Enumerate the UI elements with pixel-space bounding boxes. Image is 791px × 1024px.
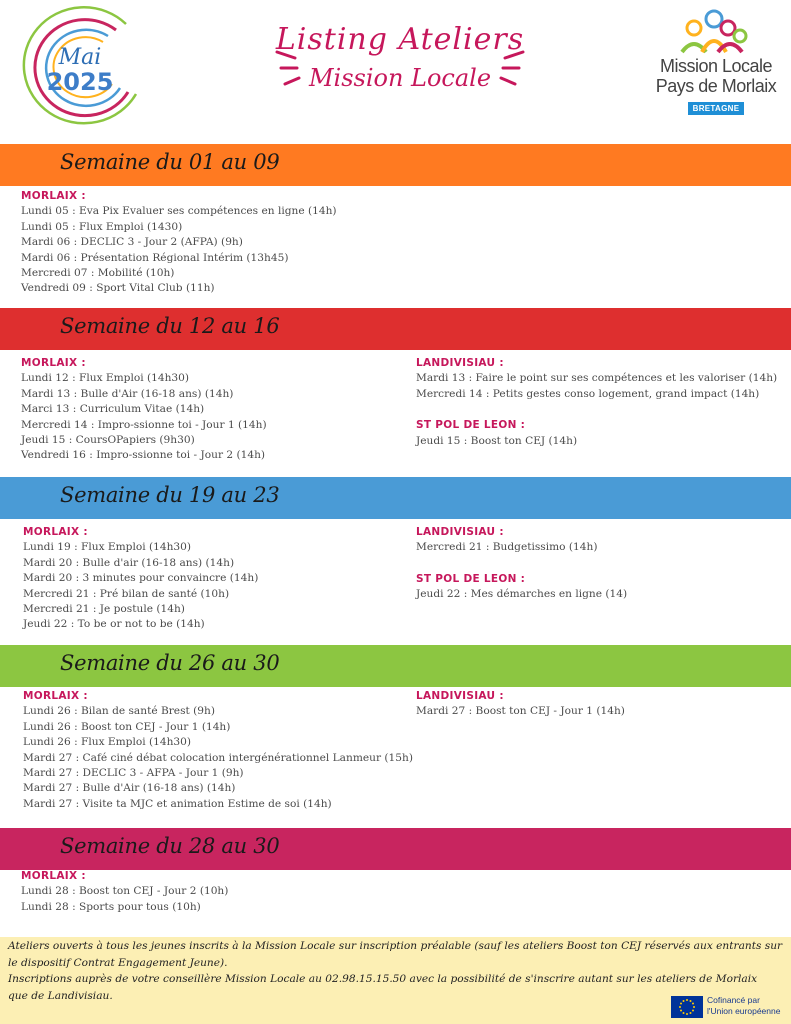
city-heading: ST POL DE LEON :: [416, 572, 526, 585]
workshop-item: Lundi 19 : Flux Emploi (14h30): [23, 541, 192, 554]
workshop-item: Marci 13 : Curriculum Vitae (14h): [21, 403, 205, 416]
workshop-item: Mardi 13 : Faire le point sur ses compétences et les valoriser (14h): [416, 372, 778, 385]
week-4-left-column: [23, 689, 413, 812]
workshop-item: Mardi 06 : DECLIC 3 - Jour 2 (AFPA) (9h): [21, 236, 243, 249]
org-name-line1: Mission Locale: [659, 56, 773, 76]
spacer: [416, 556, 627, 572]
org-name-line2: Pays de Morlaix: [655, 76, 777, 96]
eu-cofunding-badge: [671, 994, 789, 1020]
workshop-item: Vendredi 16 : Impro-ssionne toi - Jour 2 (14h): [21, 449, 266, 462]
footer-notice: [0, 937, 791, 1024]
workshop-item: Lundi 28 : Sports pour tous (10h): [21, 900, 201, 913]
workshop-item: Mercredi 07 : Mobilité (10h): [21, 267, 175, 280]
workshop-item: Jeudi 15 : CoursOPapiers (9h30): [21, 434, 195, 447]
week-1-band: [0, 144, 791, 186]
workshop-item: Mercredi 14 : Impro-ssionne toi - Jour 1 (14h): [21, 418, 267, 431]
week-2-left-column: [21, 356, 267, 464]
week-4-right-column: [416, 689, 625, 720]
city-heading: LANDIVISIAU :: [416, 357, 504, 369]
workshop-item: Mardi 13 : Bulle d'Air (16-18 ans) (14h): [21, 387, 234, 400]
week-1-left-column: [21, 189, 337, 297]
city-heading: MORLAIX :: [21, 357, 86, 369]
mission-locale-logo: [652, 6, 780, 122]
eu-text-line2: l'Union européenne: [707, 1006, 781, 1016]
footer-paragraph-2: Inscriptions auprès de votre conseillère Mission Locale au 02.98.15.15.50 avec la possibilité de s'inscrire autant sur les ateliers de Morlaix que de Landivisiau.: [8, 973, 758, 1002]
week-2-right-column: [416, 356, 777, 449]
header: [0, 0, 791, 142]
footer-paragraph-1: Ateliers ouverts à tous les jeunes inscrits à la Mission Locale sur inscription préalable (sauf les ateliers Boost ton CEJ réservés aux entrants sur le dispositif Contrat Engagement Jeune).: [8, 940, 783, 969]
week-3-title: Semaine du 19 au 23: [60, 483, 280, 507]
city-heading: LANDIVISIAU :: [416, 690, 504, 702]
page-subtitle: Mission Locale: [308, 64, 492, 92]
city-heading: MORLAIX :: [21, 870, 86, 882]
eu-text: [707, 995, 780, 1017]
week-5-title: Semaine du 28 au 30: [60, 834, 280, 858]
workshop-item: Jeudi 15 : Boost ton CEJ (14h): [416, 434, 578, 447]
week-4-title: Semaine du 26 au 30: [60, 651, 280, 675]
workshop-item: Mardi 06 : Présentation Régional Intérim (13h45): [21, 251, 289, 264]
city-heading: LANDIVISIAU :: [416, 526, 504, 538]
city-heading: MORLAIX :: [21, 190, 86, 202]
week-3-right-column: [416, 525, 627, 603]
week-3-left-column: [23, 525, 258, 633]
workshop-item: Lundi 26 : Flux Emploi (14h30): [23, 736, 192, 749]
workshop-item: Mardi 27 : Bulle d'Air (16-18 ans) (14h): [23, 782, 236, 795]
workshop-item: Mardi 27 : Boost ton CEJ - Jour 1 (14h): [416, 705, 625, 718]
workshop-item: Mercredi 14 : Petits gestes conso logement, grand impact (14h): [416, 387, 760, 400]
workshop-item: Lundi 26 : Boost ton CEJ - Jour 1 (14h): [23, 720, 231, 733]
page-title: Listing Ateliers: [275, 22, 525, 57]
week-1-title: Semaine du 01 au 09: [60, 150, 280, 174]
week-2-band: [0, 308, 791, 350]
logo-year-text: 2025: [46, 68, 114, 96]
month-logo: [8, 6, 146, 134]
workshop-item: Lundi 05 : Eva Pix Evaluer ses compétences en ligne (14h): [21, 205, 337, 218]
workshop-item: Mardi 20 : 3 minutes pour convaincre (14h): [23, 572, 259, 585]
week-5-band: [0, 828, 791, 870]
city-heading: MORLAIX :: [23, 526, 88, 538]
workshop-item: Mercredi 21 : Je postule (14h): [23, 603, 185, 616]
week-4-band: [0, 645, 791, 687]
workshop-item: Mardi 20 : Bulle d'air (16-18 ans) (14h): [23, 556, 235, 569]
logo-month-text: Mai: [58, 45, 102, 70]
title-block: [265, 8, 535, 118]
workshop-item: Mardi 27 : Café ciné débat colocation intergénérationnel Lanmeur (15h): [23, 751, 413, 764]
eu-flag-icon: [671, 996, 703, 1018]
eu-text-line1: Cofinancé par: [707, 995, 760, 1005]
org-region-badge: BRETAGNE: [688, 102, 744, 115]
workshop-item: Mardi 27 : DECLIC 3 - AFPA - Jour 1 (9h): [23, 767, 244, 780]
people-icon: [652, 6, 780, 56]
workshop-item: Mardi 27 : Visite ta MJC et animation Estime de soi (14h): [23, 797, 332, 810]
workshop-item: Lundi 05 : Flux Emploi (1430): [21, 220, 183, 233]
workshop-item: Jeudi 22 : Mes démarches en ligne (14): [416, 588, 628, 601]
week-5-left-column: [21, 869, 228, 915]
city-heading: ST POL DE LEON :: [416, 419, 526, 432]
month-logo-rings: [8, 6, 146, 134]
workshop-item: Jeudi 22 : To be or not to be (14h): [23, 618, 205, 631]
workshop-item: Lundi 28 : Boost ton CEJ - Jour 2 (10h): [21, 885, 229, 898]
week-3-band: [0, 477, 791, 519]
workshop-item: Lundi 12 : Flux Emploi (14h30): [21, 372, 190, 385]
city-heading: MORLAIX :: [23, 690, 88, 702]
workshop-item: Vendredi 09 : Sport Vital Club (11h): [21, 282, 215, 295]
week-2-title: Semaine du 12 au 16: [60, 314, 280, 338]
spacer: [416, 402, 777, 418]
workshop-item: Mercredi 21 : Pré bilan de santé (10h): [23, 587, 230, 600]
workshop-item: Mercredi 21 : Budgetissimo (14h): [416, 541, 598, 554]
workshop-item: Lundi 26 : Bilan de santé Brest (9h): [23, 705, 215, 718]
